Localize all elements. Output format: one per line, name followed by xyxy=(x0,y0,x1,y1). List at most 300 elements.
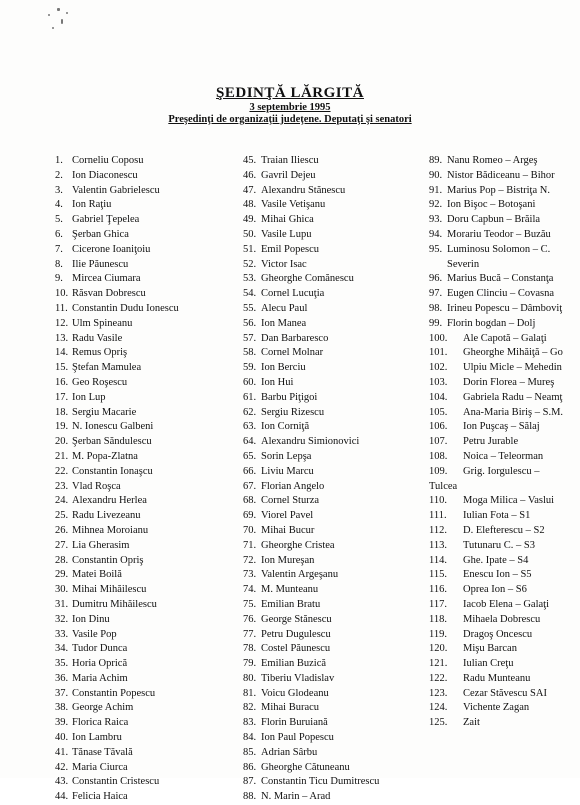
list-item-name: Gheorghe Comănescu xyxy=(261,273,354,285)
list-item-number: 35. xyxy=(55,658,69,670)
list-item-name: Oprea Ion – S6 xyxy=(463,584,527,596)
list-item xyxy=(55,169,235,184)
list-item xyxy=(55,465,235,480)
list-item-name: Sorin Lepşa xyxy=(261,450,312,462)
list-item-number: 34. xyxy=(55,643,69,655)
list-item-name: Răsvan Dobrescu xyxy=(72,288,146,300)
list-item-name: Florin Buruiană xyxy=(261,717,328,729)
list-item-number: 51. xyxy=(243,243,257,255)
list-item-name: Ion Mureşan xyxy=(261,554,315,566)
list-item-number: 54. xyxy=(243,288,257,300)
list-item xyxy=(55,376,235,391)
list-item xyxy=(55,406,235,421)
list-item-name: Ghe. Ipate – S4 xyxy=(463,554,529,566)
list-item-name: Maria Ciurca xyxy=(72,761,128,773)
list-item xyxy=(55,716,235,731)
list-item xyxy=(243,731,423,746)
list-item-name: George Achim xyxy=(72,702,134,714)
list-item-name: Gabriela Radu – Neamţ xyxy=(463,391,563,403)
document-subtitle: Preşedinţi de organizaţii judeţene. Deputaţi şi senatori xyxy=(168,114,412,125)
list-item xyxy=(55,228,235,243)
list-item-name: Ale Capotă – Galaţi xyxy=(463,332,547,344)
list-item-number: 88. xyxy=(243,791,257,803)
list-item-name: Doru Capbun – Brăila xyxy=(447,214,541,226)
list-item-number: 30. xyxy=(55,584,69,596)
list-item xyxy=(243,465,423,480)
list-item-number: 10. xyxy=(55,288,69,300)
scan-speck xyxy=(61,19,63,24)
list-item-name: Tănase Tăvală xyxy=(72,746,133,758)
list-item xyxy=(243,583,423,598)
document-date: 3 septembrie 1995 xyxy=(249,102,331,113)
list-item xyxy=(429,598,579,613)
list-item-name: Corneliu Coposu xyxy=(72,155,144,166)
list-item-name: Mihai Mihăilescu xyxy=(72,584,147,596)
list-item-name: Marius Bucă – Constanţa xyxy=(447,273,554,285)
list-item-name: Sergiu Rizescu xyxy=(261,406,325,418)
list-item xyxy=(429,243,579,258)
list-item xyxy=(429,509,579,524)
list-item-name: Alexandru Stănescu xyxy=(261,184,346,196)
list-item xyxy=(55,302,235,317)
scan-speck xyxy=(57,8,60,11)
list-item-number: 86. xyxy=(243,761,257,773)
list-item-number: 64. xyxy=(243,436,257,448)
list-item-number: 29. xyxy=(55,569,69,581)
list-item-number: 9. xyxy=(55,273,63,285)
list-item-number: 113. xyxy=(429,539,447,551)
list-item xyxy=(429,613,579,628)
list-item-number: 17. xyxy=(55,391,69,403)
list-item-number: 94. xyxy=(429,228,443,240)
list-item-number: 96. xyxy=(429,273,443,285)
list-item-number: 117. xyxy=(429,598,447,610)
list-item xyxy=(243,790,423,805)
list-item-name: Horia Oprică xyxy=(72,658,128,670)
list-item-number: 106. xyxy=(429,421,448,433)
list-item-number: 25. xyxy=(55,510,69,522)
list-item xyxy=(429,657,579,672)
list-item-name: Constantin Opriş xyxy=(72,554,144,566)
list-item-number: 73. xyxy=(243,569,257,581)
list-item-name: Ion Corniţă xyxy=(261,421,310,433)
list-item-number: 41. xyxy=(55,746,69,758)
list-item xyxy=(429,642,579,657)
list-item-name: Grig. Iorgulescu – xyxy=(463,465,540,477)
list-item xyxy=(243,672,423,687)
list-item xyxy=(243,642,423,657)
list-item-name: Mihai Ghica xyxy=(261,214,314,226)
list-item-name: Florica Raica xyxy=(72,717,129,729)
list-item-number: 124. xyxy=(429,702,448,714)
list-item-name: Ion Lup xyxy=(72,391,106,403)
list-item-name: M. Popa-Zlatna xyxy=(72,450,138,462)
list-item xyxy=(55,198,235,213)
list-item xyxy=(429,302,579,317)
list-item xyxy=(243,154,423,169)
list-item-number: 82. xyxy=(243,702,257,714)
list-item xyxy=(55,613,235,628)
list-item xyxy=(55,272,235,287)
list-item-name: Iulian Creţu xyxy=(463,658,514,670)
list-item-number: 6. xyxy=(55,228,63,240)
list-item xyxy=(243,317,423,332)
list-item-number: 108. xyxy=(429,450,448,462)
list-item-name: Şerban Săndulescu xyxy=(72,436,152,448)
list-item-number: 107. xyxy=(429,436,448,448)
list-item-number: 36. xyxy=(55,672,69,684)
names-column-2 xyxy=(243,154,423,805)
list-item xyxy=(55,213,235,228)
list-item-name: Voicu Glodeanu xyxy=(261,687,329,699)
list-item-name: Adrian Sârbu xyxy=(261,746,318,758)
list-item xyxy=(243,746,423,761)
list-item xyxy=(55,657,235,672)
list-item-name: Florian Angelo xyxy=(261,480,325,492)
list-item xyxy=(243,524,423,539)
list-item-number: 22. xyxy=(55,465,69,477)
list-item-number: 59. xyxy=(243,362,257,374)
list-item-number: 72. xyxy=(243,554,257,566)
list-item-number: 118. xyxy=(429,613,447,625)
list-item-name: Costel Păunescu xyxy=(261,643,331,655)
list-item-number: 92. xyxy=(429,199,443,211)
list-item-number: 100. xyxy=(429,332,448,344)
list-item-name: Dan Barbaresco xyxy=(261,332,329,344)
list-item xyxy=(55,524,235,539)
list-item-name: Alecu Paul xyxy=(261,302,308,314)
list-item xyxy=(429,184,579,199)
list-item-number: 66. xyxy=(243,465,257,477)
list-item-name: Constantin Ticu Dumitrescu xyxy=(261,776,380,788)
list-item-name: Emil Popescu xyxy=(261,243,320,255)
list-item-number: 14. xyxy=(55,347,69,359)
list-item xyxy=(243,480,423,495)
list-item xyxy=(55,435,235,450)
list-item-name: Vasile Lupu xyxy=(261,228,312,240)
list-item-name: Mihnea Moroianu xyxy=(72,524,149,536)
list-item-name: Cornel Lucuţia xyxy=(261,288,325,300)
list-item-number: 16. xyxy=(55,376,69,388)
list-item-number: 104. xyxy=(429,391,448,403)
list-item-number: 28. xyxy=(55,554,69,566)
list-item-name: Ulpiu Micle – Mehedin xyxy=(463,362,562,374)
list-item-name: Mihaela Dobrescu xyxy=(463,613,541,625)
list-item-name: Dumitru Mihăilescu xyxy=(72,598,157,610)
list-item-name: Constantin Cristescu xyxy=(72,776,160,788)
list-item-number: 103. xyxy=(429,376,448,388)
list-item-name: Liviu Marcu xyxy=(261,465,314,477)
list-item-name: Irineu Popescu – Dâmboviţ xyxy=(447,302,563,314)
list-item xyxy=(243,628,423,643)
list-item-name: Nistor Bădiceanu – Bihor xyxy=(447,169,555,181)
list-item-name: Ştefan Mamulea xyxy=(72,362,142,374)
list-item-name: Ion Lambru xyxy=(72,732,122,744)
list-item-number: 75. xyxy=(243,598,257,610)
list-item-number: 87. xyxy=(243,776,257,788)
list-item-number: 110. xyxy=(429,495,447,507)
list-item xyxy=(243,243,423,258)
list-item-name: Sergiu Macarie xyxy=(72,406,137,418)
document-header xyxy=(0,84,580,126)
list-item xyxy=(429,524,579,539)
list-item-number: 37. xyxy=(55,687,69,699)
list-item-name: Ion Raţiu xyxy=(72,199,112,211)
list-item-number: 7. xyxy=(55,243,63,255)
list-item-name: D. Elefterescu – S2 xyxy=(463,524,545,536)
list-item xyxy=(243,598,423,613)
list-item-number: 48. xyxy=(243,199,257,211)
list-item-name: Ion Bişoc – Botoşani xyxy=(447,199,536,211)
list-item xyxy=(55,628,235,643)
list-item-number: 26. xyxy=(55,524,69,536)
list-item xyxy=(243,613,423,628)
list-item-number: 8. xyxy=(55,258,63,270)
list-item-number: 95. xyxy=(429,243,443,255)
list-item xyxy=(55,598,235,613)
list-item xyxy=(429,376,579,391)
list-item-number: 114. xyxy=(429,554,447,566)
list-item xyxy=(429,554,579,569)
list-item xyxy=(55,361,235,376)
list-item xyxy=(243,376,423,391)
list-item xyxy=(429,332,579,347)
scan-speck xyxy=(48,14,50,16)
list-item xyxy=(429,391,579,406)
list-item-number: 78. xyxy=(243,643,257,655)
list-item-name: Florin bogdan – Dolj xyxy=(447,317,536,329)
list-item xyxy=(243,258,423,273)
list-item-number: 43. xyxy=(55,776,69,788)
list-item xyxy=(429,687,579,702)
list-item xyxy=(243,657,423,672)
list-item-name: N. Marin – Arad xyxy=(261,791,331,803)
list-item xyxy=(429,716,579,731)
list-item-name: Noica – Teleorman xyxy=(463,450,544,462)
list-item-number: 67. xyxy=(243,480,257,492)
list-item-number: 123. xyxy=(429,687,448,699)
list-item-number: 21. xyxy=(55,450,69,462)
list-item-name: Luminosu Solomon – C. xyxy=(447,243,551,255)
list-item-number: 93. xyxy=(429,214,443,226)
list-item xyxy=(243,761,423,776)
list-item-number: 56. xyxy=(243,317,257,329)
list-item-name: Gheorghe Mihăiţă – Go xyxy=(463,347,563,359)
list-item xyxy=(243,716,423,731)
list-item-name: Radu Livezeanu xyxy=(72,510,141,522)
list-item-number: 31. xyxy=(55,598,69,610)
list-item-number: 84. xyxy=(243,732,257,744)
list-item-name: M. Munteanu xyxy=(261,584,319,596)
list-item xyxy=(429,583,579,598)
list-item-name: Cornel Sturza xyxy=(261,495,320,507)
list-item-number: 5. xyxy=(55,214,63,226)
list-item-name: Dragoş Oncescu xyxy=(463,628,533,640)
list-item xyxy=(429,169,579,184)
list-item xyxy=(243,228,423,243)
list-item xyxy=(429,701,579,716)
list-item xyxy=(55,790,235,805)
list-item xyxy=(429,494,579,509)
list-item-number: 1. xyxy=(55,155,63,166)
list-item-number: 40. xyxy=(55,732,69,744)
list-item-name: Ion Diaconescu xyxy=(72,169,138,181)
list-item xyxy=(429,450,579,465)
list-item-name: Mihai Bucur xyxy=(261,524,315,536)
list-item xyxy=(55,243,235,258)
list-item xyxy=(243,554,423,569)
list-item xyxy=(55,317,235,332)
list-item-name: Radu Munteanu xyxy=(463,672,531,684)
list-item xyxy=(55,346,235,361)
list-item-number: 2. xyxy=(55,169,63,181)
list-item-name: Enescu Ion – S5 xyxy=(463,569,532,581)
list-item xyxy=(243,509,423,524)
list-item-number: 77. xyxy=(243,628,257,640)
list-item xyxy=(429,198,579,213)
list-item-name: Vlad Roşca xyxy=(72,480,121,492)
list-item-name: Gheorghe Cristea xyxy=(261,539,335,551)
list-item xyxy=(243,346,423,361)
list-item xyxy=(429,420,579,435)
list-item xyxy=(243,701,423,716)
list-item-name: Iulian Fota – S1 xyxy=(463,510,531,522)
list-item-name: Petru Jurable xyxy=(463,436,519,448)
list-item-name: Morariu Teodor – Buzău xyxy=(447,228,551,240)
list-item-number: 112. xyxy=(429,524,447,536)
list-item-name: Vasile Vetişanu xyxy=(261,199,326,211)
list-item-name: Ilie Păunescu xyxy=(72,258,129,270)
list-item xyxy=(243,391,423,406)
list-item xyxy=(55,258,235,273)
list-item-number: 27. xyxy=(55,539,69,551)
list-item xyxy=(55,642,235,657)
list-item-name: Ion Berciu xyxy=(261,362,306,374)
list-item-number: 91. xyxy=(429,184,443,196)
list-item xyxy=(429,672,579,687)
list-item xyxy=(55,583,235,598)
list-item-name: Constantin Dudu Ionescu xyxy=(72,302,179,314)
list-item xyxy=(429,465,579,480)
list-item-number: 116. xyxy=(429,584,447,596)
list-item-name: Gavril Dejeu xyxy=(261,169,316,181)
list-item-name: Zait xyxy=(463,717,480,729)
list-item xyxy=(55,731,235,746)
list-item-name: Valentin Argeşanu xyxy=(261,569,339,581)
list-item xyxy=(243,494,423,509)
list-item-number: 101. xyxy=(429,347,448,359)
list-item-number: 18. xyxy=(55,406,69,418)
list-item-number: 4. xyxy=(55,199,63,211)
list-item-name: Valentin Gabrielescu xyxy=(72,184,160,196)
list-item-number: 53. xyxy=(243,273,257,285)
list-item-name: Cicerone Ioaniţoiu xyxy=(72,243,151,255)
list-item-name: Remus Opriş xyxy=(72,347,128,359)
list-item-number: 62. xyxy=(243,406,257,418)
list-item-name: Barbu Piţigoi xyxy=(261,391,318,403)
list-item-number: 63. xyxy=(243,421,257,433)
list-item-number: 58. xyxy=(243,347,257,359)
list-item-name: Vichente Zagan xyxy=(463,702,530,714)
list-item-name: Cornel Molnar xyxy=(261,347,324,359)
list-item xyxy=(243,198,423,213)
list-item xyxy=(243,687,423,702)
list-item xyxy=(429,435,579,450)
list-item-name: Ion Manea xyxy=(261,317,307,329)
list-item-name: Traian Iliescu xyxy=(261,155,319,166)
list-item-name: Eugen Clinciu – Covasna xyxy=(447,288,555,300)
list-item xyxy=(243,435,423,450)
list-item-number: 109. xyxy=(429,465,448,477)
list-item-name: Geo Roşescu xyxy=(72,376,128,388)
list-item xyxy=(243,332,423,347)
list-item-name: Ana-Maria Biriş – S.M. xyxy=(463,406,564,418)
list-item-number: 13. xyxy=(55,332,69,344)
list-item xyxy=(429,317,579,332)
list-item xyxy=(55,154,235,169)
list-item-number: 61. xyxy=(243,391,257,403)
list-item-number: 97. xyxy=(429,288,443,300)
list-item xyxy=(429,272,579,287)
list-item xyxy=(55,450,235,465)
list-item-name: Ulm Spineanu xyxy=(72,317,133,329)
list-item-name: Maria Achim xyxy=(72,672,128,684)
list-item xyxy=(429,568,579,583)
list-item xyxy=(429,539,579,554)
list-item xyxy=(429,228,579,243)
list-item-name: Mihai Buracu xyxy=(261,702,320,714)
list-item xyxy=(55,554,235,569)
list-item-number: 38. xyxy=(55,702,69,714)
list-item-name: Petru Dugulescu xyxy=(261,628,331,640)
list-item-name: Nanu Romeo – Argeş xyxy=(447,155,538,166)
list-item xyxy=(55,539,235,554)
list-item-number: 52. xyxy=(243,258,257,270)
list-item-number: 90. xyxy=(429,169,443,181)
list-item-name: Constantin Popescu xyxy=(72,687,156,699)
list-item xyxy=(55,391,235,406)
list-item xyxy=(429,287,579,302)
list-item xyxy=(243,450,423,465)
list-item-name: Tutunaru C. – S3 xyxy=(463,539,535,551)
list-item-number: 12. xyxy=(55,317,69,329)
list-item-number: 111. xyxy=(429,510,447,522)
list-item-number: 65. xyxy=(243,450,257,462)
list-item-number: 102. xyxy=(429,362,448,374)
list-item xyxy=(55,494,235,509)
list-item-name: Lia Gherasim xyxy=(72,539,130,551)
list-item-number: 98. xyxy=(429,302,443,314)
list-item xyxy=(243,272,423,287)
list-item xyxy=(55,746,235,761)
list-item-number: 49. xyxy=(243,214,257,226)
list-item xyxy=(55,420,235,435)
scan-speck xyxy=(52,27,54,29)
list-item-number: 70. xyxy=(243,524,257,536)
list-item-name: Felicia Haica xyxy=(72,791,128,803)
list-item-name: Matei Boilă xyxy=(72,569,122,581)
list-item-number: 24. xyxy=(55,495,69,507)
list-item-name: Iacob Elena – Galaţi xyxy=(463,598,549,610)
list-item-number: 122. xyxy=(429,672,448,684)
names-column-1 xyxy=(55,154,235,805)
list-item-name: Alexandru Herlea xyxy=(72,495,147,507)
list-item xyxy=(55,332,235,347)
list-item xyxy=(243,287,423,302)
list-item-name: Vasile Pop xyxy=(72,628,117,640)
list-item xyxy=(243,302,423,317)
list-item xyxy=(429,154,579,169)
